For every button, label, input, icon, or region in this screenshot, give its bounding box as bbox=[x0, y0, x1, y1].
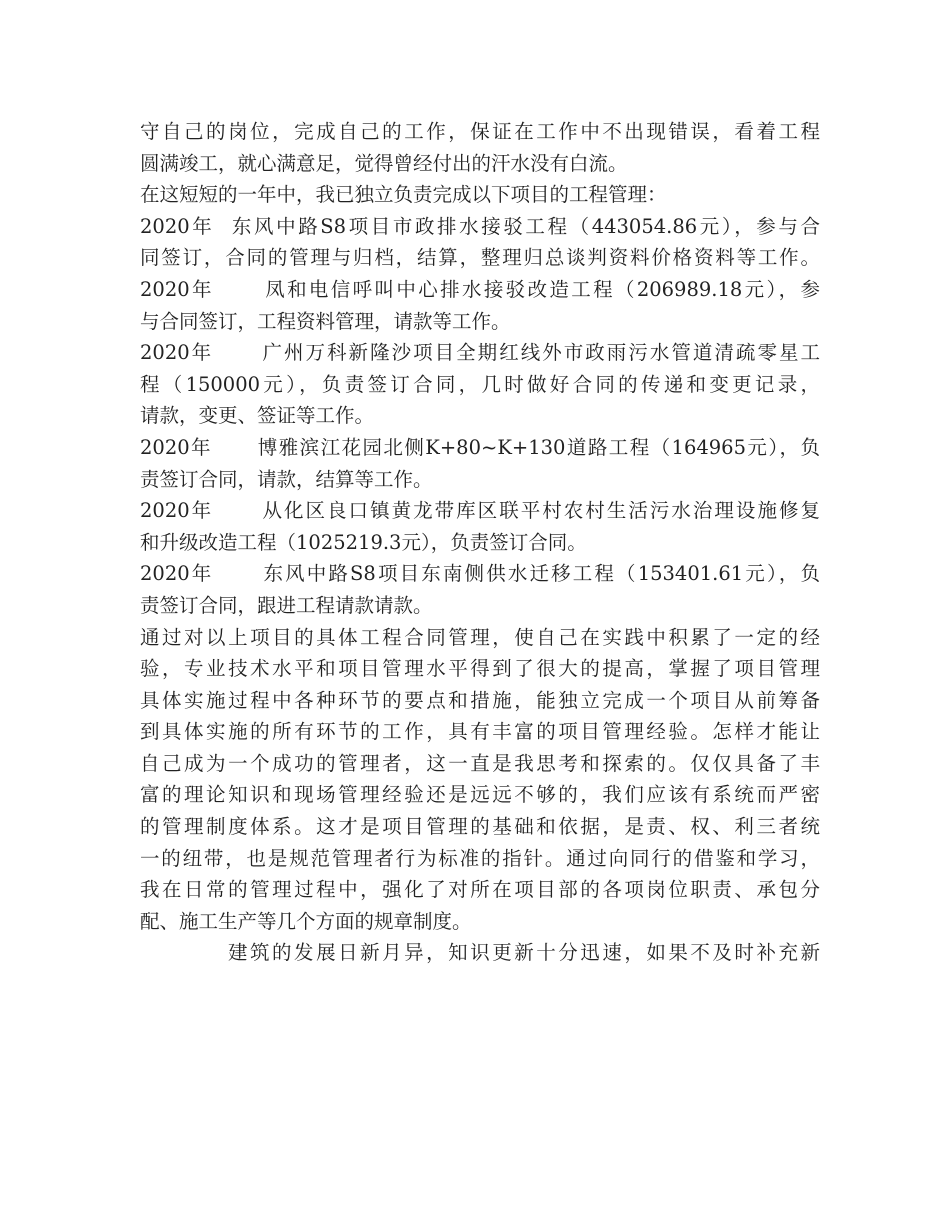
text-line: 通过对以上项目的具体工程合同管理，使自己在实践中积累了一定的经 bbox=[140, 625, 820, 649]
text-line: 程（150000元），负责签订合同，几时做好合同的传递和变更记录， bbox=[140, 372, 820, 396]
text-line: 的管理制度体系。这才是项目管理的基础和依据，是责、权、利三者统 bbox=[140, 815, 820, 839]
text-line: 守自己的岗位，完成自己的工作，保证在工作中不出现错误，看着工程 bbox=[140, 120, 820, 143]
text-line: 自己成为一个成功的管理者，这一直是我思考和探索的。仅仅具备了丰 bbox=[140, 751, 820, 775]
text-line: 到具体实施的所有环节的工作，具有丰富的项目管理经验。怎样才能让 bbox=[140, 720, 820, 744]
text-line: 和升级改造工程（1025219.3元），负责签订合同。 bbox=[140, 530, 587, 554]
text-line: 富的理论知识和现场管理经验还是远远不够的，我们应该有系统而严密 bbox=[140, 783, 820, 807]
text-line: 请款，变更、签证等工作。 bbox=[140, 404, 375, 428]
text-line: 2020年 东风中路S8项目市政排水接驳工程（443054.86元），参与合 bbox=[140, 214, 820, 238]
text-line: 与合同签订，工程资料管理，请款等工作。 bbox=[140, 309, 511, 333]
text-line: 验，专业技术水平和项目管理水平得到了很大的提高，掌握了项目管理 bbox=[140, 657, 820, 681]
text-line: 一的纽带，也是规范管理者行为标准的指针。通过向同行的借鉴和学习， bbox=[140, 846, 820, 870]
text-line: 2020年 东风中路S8项目东南侧供水迁移工程（153401.61元），负 bbox=[140, 562, 820, 586]
text-line: 责签订合同，请款，结算等工作。 bbox=[140, 467, 433, 491]
text-line: 在这短短的一年中，我已独立负责完成以下项目的工程管理： bbox=[140, 183, 667, 207]
text-line: 2020年 博雅滨江花园北侧K+80~K+130道路工程（164965元），负 bbox=[140, 435, 820, 459]
text-line: 同签订，合同的管理与归档，结算，整理归总谈判资料价格资料等工作。 bbox=[140, 246, 820, 270]
text-line: 具体实施过程中各种环节的要点和措施，能独立完成一个项目从前筹备 bbox=[140, 688, 820, 712]
text-line: 我在日常的管理过程中，强化了对所在项目部的各项岗位职责、承包分 bbox=[140, 878, 820, 902]
text-line: 配、施工生产等几个方面的规章制度。 bbox=[140, 909, 472, 933]
document-body bbox=[140, 116, 820, 969]
text-line: 建筑的发展日新月异，知识更新十分迅速，如果不及时补充新 bbox=[228, 941, 820, 965]
text-line: 2020年 凤和电信呼叫中心排水接驳改造工程（206989.18元），参 bbox=[140, 277, 820, 301]
text-line: 2020年 从化区良口镇黄龙带库区联平村农村生活污水治理设施修复 bbox=[140, 499, 820, 523]
text-line: 圆满竣工，就心满意足，觉得曾经付出的汗水没有白流。 bbox=[140, 151, 628, 175]
text-line: 责签订合同，跟进工程请款请款。 bbox=[140, 593, 433, 617]
text-line: 2020年 广州万科新隆沙项目全期红线外市政雨污水管道清疏零星工 bbox=[140, 341, 820, 365]
